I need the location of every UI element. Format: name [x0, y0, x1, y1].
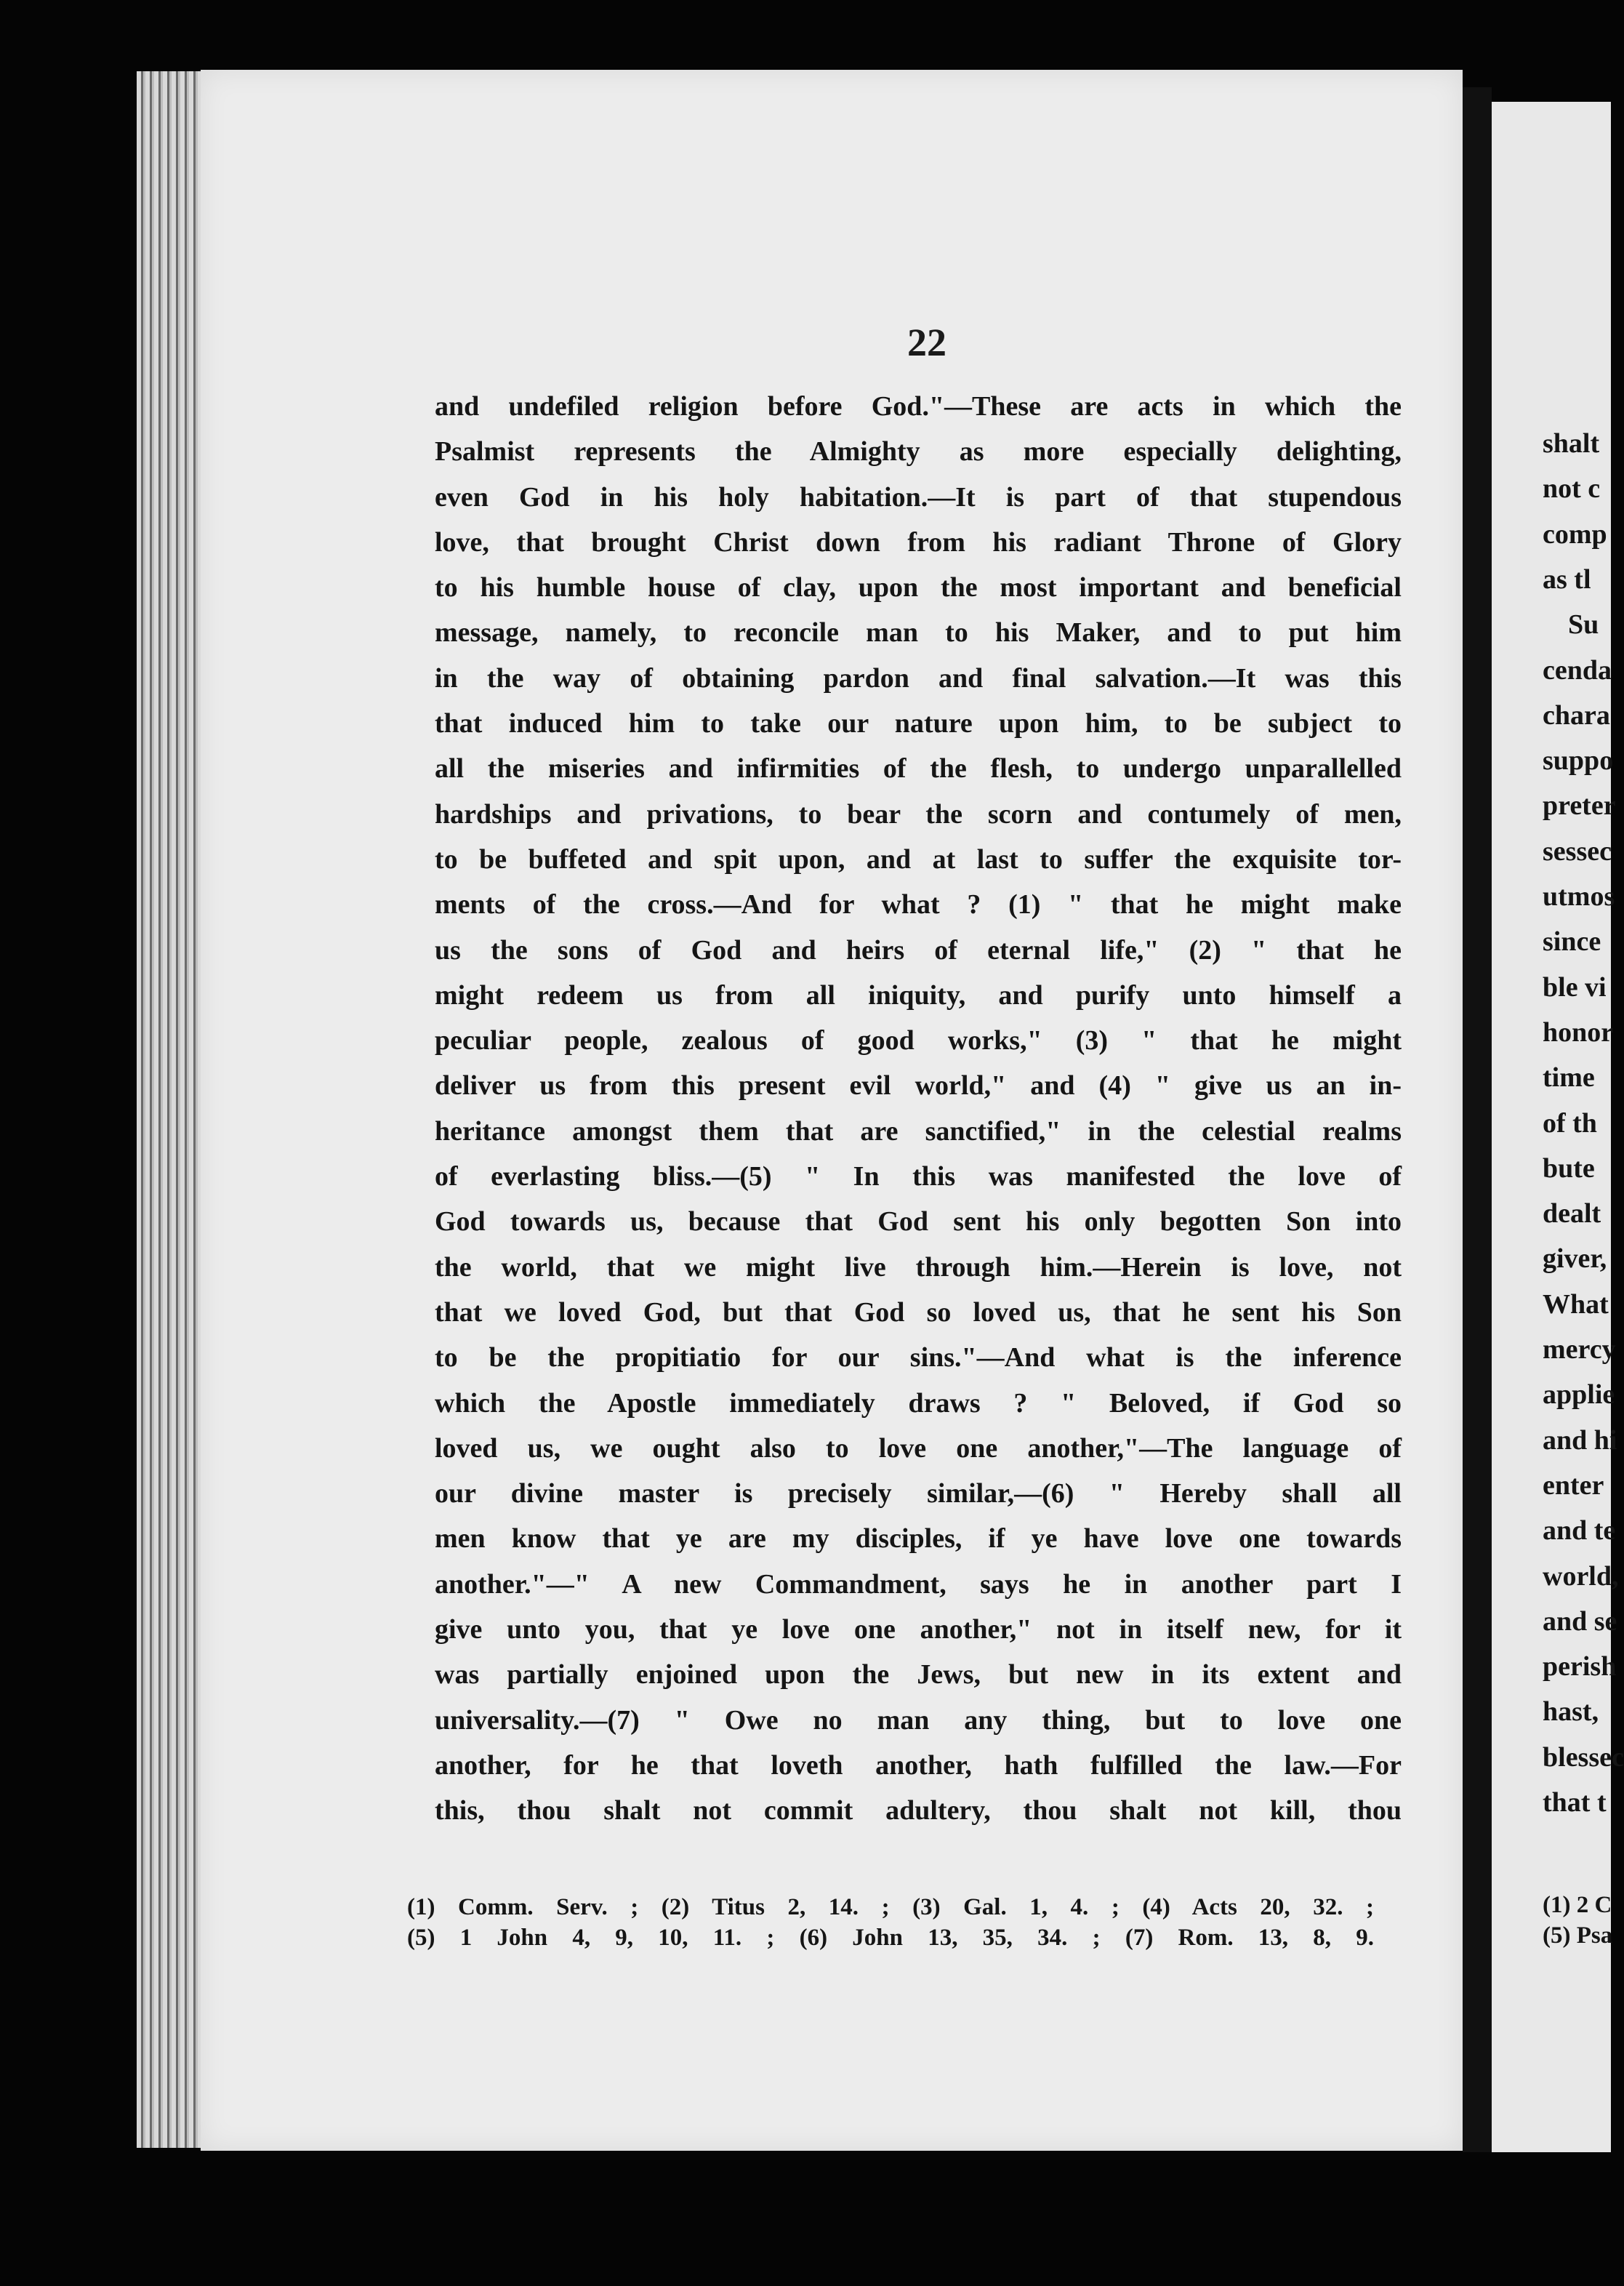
right-page-line-fragment: as tl: [1543, 564, 1591, 595]
right-page-line-fragment: What: [1543, 1288, 1609, 1320]
right-page-footnote-fragment: (1) 2 C: [1543, 1892, 1612, 1918]
text-line: hardships and privations, to bear the scorn and contumely of men,: [435, 798, 1402, 830]
text-line: of everlasting bliss.—(5) " In this was manifested the love of: [435, 1161, 1402, 1192]
text-line: our divine master is precisely similar,—(6) " Hereby shall all: [435, 1478, 1402, 1509]
footnote-line: (5) 1 John 4, 9, 10, 11. ; (6) John 13, 35, 34. ; (7) Rom. 13, 8, 9.: [407, 1925, 1374, 1951]
right-page-line-fragment: preter: [1543, 790, 1616, 822]
page-edges: [137, 71, 206, 2148]
right-page-line-fragment: Su: [1568, 609, 1599, 641]
text-line: us the sons of God and heirs of eternal life," (2) " that he: [435, 934, 1402, 966]
right-page-line-fragment: world,: [1543, 1560, 1619, 1592]
text-line: the world, that we might live through him.—Herein is love, not: [435, 1251, 1402, 1283]
right-page: [1492, 102, 1624, 2152]
text-line: deliver us from this present evil world," and (4) " give us an in-: [435, 1070, 1402, 1102]
right-page-line-fragment: enter: [1543, 1469, 1604, 1501]
text-line: men know that ye are my disciples, if ye have love one towards: [435, 1523, 1402, 1555]
right-page-line-fragment: shalt: [1543, 428, 1600, 459]
text-line: to be the propitiatio for our sins."—And what is the inference: [435, 1342, 1402, 1373]
text-line: universality.—(7) " Owe no man any thing, but to love one: [435, 1704, 1402, 1736]
right-page-line-fragment: blessec: [1543, 1741, 1624, 1773]
text-line: another, for he that loveth another, hath fulfilled the law.—For: [435, 1749, 1402, 1781]
right-page-line-fragment: of th: [1543, 1107, 1597, 1139]
text-line: ments of the cross.—And for what ? (1) " that he might make: [435, 889, 1402, 921]
body-text: [435, 384, 1402, 1834]
right-page-line-fragment: since: [1543, 926, 1601, 958]
text-line: loved us, we ought also to love one another,"—The language of: [435, 1432, 1402, 1464]
text-line: God towards us, because that God sent his only begotten Son into: [435, 1206, 1402, 1238]
right-page-line-fragment: that t: [1543, 1787, 1607, 1818]
text-line: peculiar people, zealous of good works," (3) " that he might: [435, 1025, 1402, 1056]
right-page-footnote-fragment: (5) Psa: [1543, 1922, 1613, 1949]
right-page-line-fragment: time: [1543, 1062, 1595, 1094]
text-line: which the Apostle immediately draws ? " Beloved, if God so: [435, 1387, 1402, 1419]
text-line: Psalmist represents the Almighty as more especially delighting,: [435, 436, 1402, 468]
text-line: might redeem us from all iniquity, and purify unto himself a: [435, 979, 1402, 1011]
text-line: that we loved God, but that God so loved us, that he sent his Son: [435, 1296, 1402, 1328]
text-line: in the way of obtaining pardon and final salvation.—It was this: [435, 662, 1402, 694]
right-page-line-fragment: giver,: [1543, 1243, 1607, 1275]
right-page-line-fragment: perish: [1543, 1651, 1617, 1683]
text-line: another."—" A new Commandment, says he in another part I: [435, 1568, 1402, 1600]
right-page-line-fragment: ble vi: [1543, 971, 1607, 1003]
right-page-line-fragment: honor: [1543, 1016, 1614, 1048]
text-line: give unto you, that ye love one another," not in itself new, for it: [435, 1614, 1402, 1645]
text-line: heritance amongst them that are sanctified," in the celestial realms: [435, 1115, 1402, 1147]
text-line: to be buffeted and spit upon, and at last to suffer the exquisite tor-: [435, 843, 1402, 875]
text-line: that induced him to take our nature upon him, to be subject to: [435, 708, 1402, 739]
right-page-line-fragment: and se: [1543, 1605, 1617, 1637]
right-page-line-fragment: and hi: [1543, 1424, 1617, 1456]
book-gutter: [1463, 87, 1492, 2152]
text-line: this, thou shalt not commit adultery, thou shalt not kill, thou: [435, 1795, 1402, 1826]
page-number: 22: [907, 321, 946, 364]
right-page-line-fragment: mercy: [1543, 1334, 1616, 1365]
right-page-line-fragment: bute: [1543, 1152, 1595, 1184]
right-page-line-fragment: cenda: [1543, 654, 1612, 686]
text-line: even God in his holy habitation.—It is part of that stupendous: [435, 481, 1402, 513]
text-line: was partially enjoined upon the Jews, but new in its extent and: [435, 1659, 1402, 1691]
right-page-line-fragment: dealt: [1543, 1198, 1601, 1230]
right-page-line-fragment: sessec: [1543, 835, 1612, 867]
right-page-line-fragment: not c: [1543, 473, 1601, 505]
right-page-line-fragment: comp: [1543, 518, 1607, 550]
text-line: to his humble house of clay, upon the most important and beneficial: [435, 572, 1402, 603]
footnotes: [407, 1892, 1374, 1953]
right-page-line-fragment: hast,: [1543, 1696, 1599, 1728]
right-page-line-fragment: suppo: [1543, 745, 1614, 777]
right-page-line-fragment: utmos: [1543, 881, 1615, 912]
text-line: and undefiled religion before God."—These are acts in which the: [435, 391, 1402, 422]
text-line: love, that brought Christ down from his radiant Throne of Glory: [435, 526, 1402, 558]
footnote-line: (1) Comm. Serv. ; (2) Titus 2, 14. ; (3) Gal. 1, 4. ; (4) Acts 20, 32. ;: [407, 1894, 1374, 1920]
right-page-line-fragment: applie: [1543, 1379, 1615, 1411]
text-line: all the miseries and infirmities of the flesh, to undergo unparallelled: [435, 753, 1402, 785]
text-line: message, namely, to reconcile man to his Maker, and to put him: [435, 617, 1402, 649]
right-page-line-fragment: and te: [1543, 1515, 1616, 1547]
right-page-line-fragment: chara: [1543, 699, 1610, 731]
